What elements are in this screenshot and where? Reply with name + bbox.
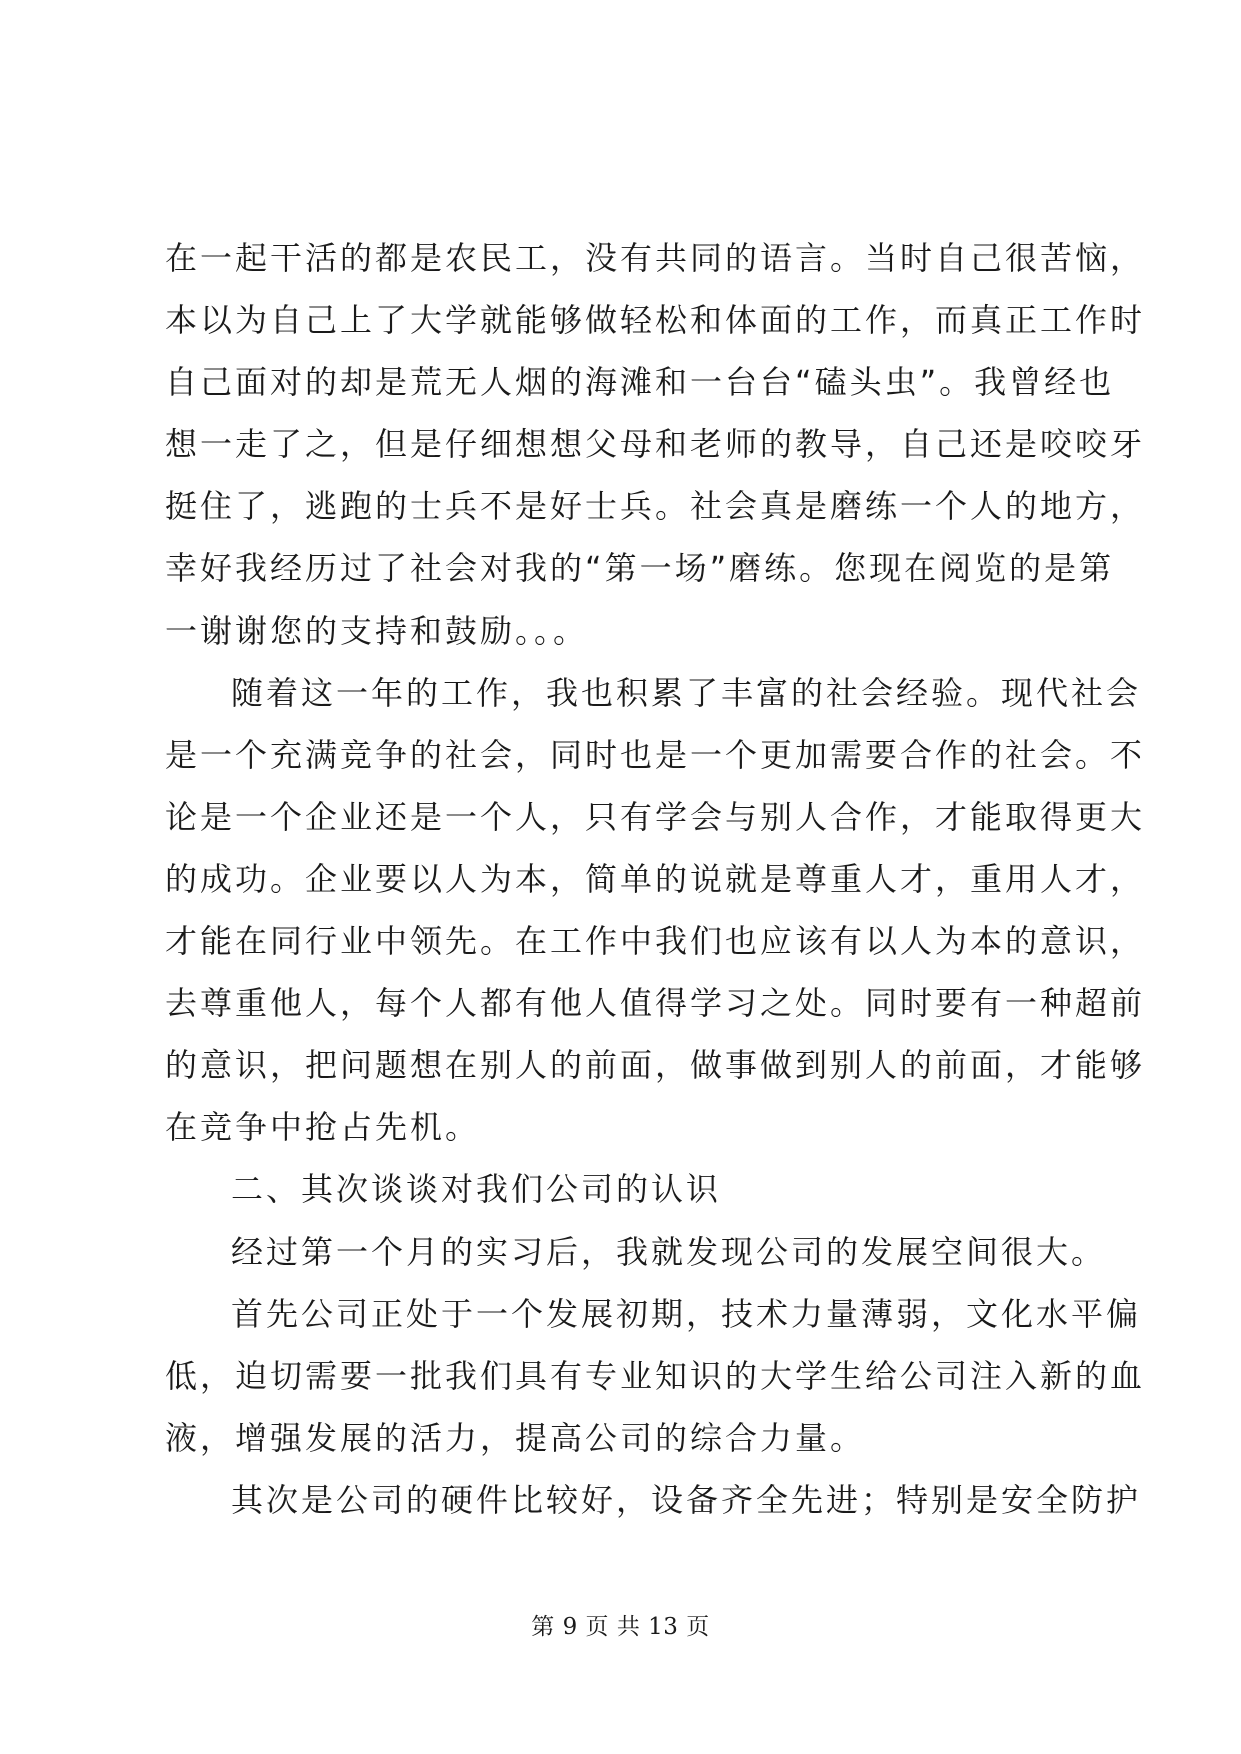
text-line: 才能在同行业中领先。在工作中我们也应该有以人为本的意识， (165, 922, 1146, 961)
text-line: 经过第一个月的实习后，我就发现公司的发展空间很大。 (231, 1232, 1107, 1271)
page-footer: 第 9 页 共 13 页 (531, 1614, 710, 1640)
text-line: 的意识，把问题想在别人的前面，做事做到别人的前面，才能够 (165, 1046, 1146, 1085)
text-line: 低，迫切需要一批我们具有专业知识的大学生给公司注入新的血 (165, 1356, 1146, 1395)
text-line: 在一起干活的都是农民工，没有共同的语言。当时自己很苦恼， (165, 239, 1146, 277)
text-line: 是一个充满竞争的社会，同时也是一个更加需要合作的社会。不 (165, 735, 1146, 774)
text-line: 液，增强发展的活力，提高公司的综合力量。 (165, 1418, 866, 1457)
body-text (165, 227, 1146, 1531)
text-line: 幸好我经历过了社会对我的“第一场”磨练。您现在阅览的是第 (165, 549, 1115, 588)
text-line: 本以为自己上了大学就能够做轻松和体面的工作，而真正工作时 (165, 301, 1146, 340)
text-line: 去尊重他人，每个人都有他人值得学习之处。同时要有一种超前 (165, 984, 1146, 1023)
text-line: 其次是公司的硬件比较好，设备齐全先进；特别是安全防护 (231, 1480, 1142, 1519)
text-line: 挺住了，逃跑的士兵不是好士兵。社会真是磨练一个人的地方， (165, 487, 1146, 526)
section-heading: 二、其次谈谈对我们公司的认识 (231, 1170, 722, 1209)
text-line: 的成功。企业要以人为本，简单的说就是尊重人才，重用人才， (165, 859, 1146, 898)
text-line: 在竞争中抢占先机。 (165, 1108, 481, 1147)
text-line: 想一走了之，但是仔细想想父母和老师的教导，自己还是咬咬牙 (165, 425, 1146, 464)
text-line: 一谢谢您的支持和鼓励。。。 (165, 611, 589, 650)
text-line: 论是一个企业还是一个人，只有学会与别人合作，才能取得更大 (165, 797, 1146, 836)
text-line: 首先公司正处于一个发展初期，技术力量薄弱，文化水平偏 (231, 1294, 1142, 1333)
text-line: 自己面对的却是荒无人烟的海滩和一台台“磕头虫”。我曾经也 (165, 363, 1115, 402)
text-line: 随着这一年的工作，我也积累了丰富的社会经验。现代社会 (231, 673, 1142, 712)
